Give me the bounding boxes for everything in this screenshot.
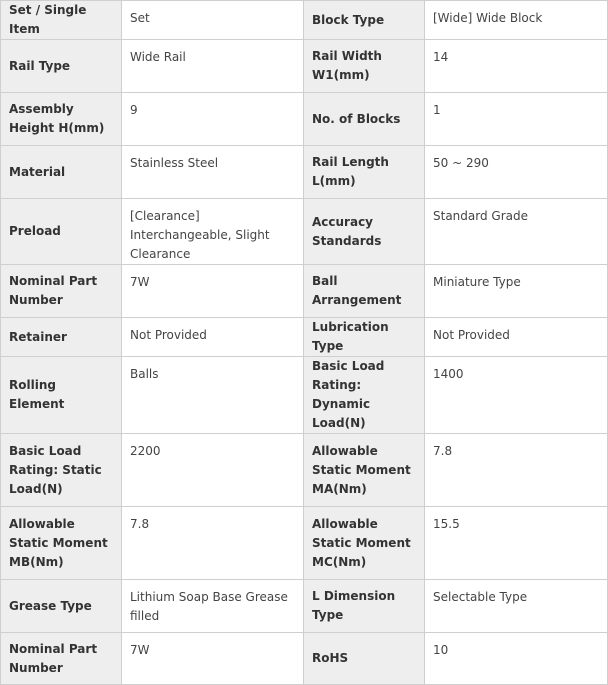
spec-value: 14 (425, 40, 608, 93)
table-row (1, 318, 608, 357)
spec-value: 7W (122, 265, 304, 318)
spec-value: 9 (122, 93, 304, 146)
spec-value: Wide Rail (122, 40, 304, 93)
spec-value: Standard Grade (425, 199, 608, 265)
spec-value: 2200 (122, 434, 304, 507)
spec-value: Not Provided (122, 318, 304, 357)
spec-value: 1 (425, 93, 608, 146)
table-row (1, 93, 608, 146)
spec-value: Selectable Type (425, 580, 608, 633)
spec-value: Not Provided (425, 318, 608, 357)
spec-label: Assembly Height H(mm) (1, 93, 122, 146)
spec-label: Ball Arrangement (304, 265, 425, 318)
table-row (1, 199, 608, 265)
table-row (1, 357, 608, 434)
spec-value: 7.8 (425, 434, 608, 507)
spec-value: 7W (122, 633, 304, 685)
spec-label: Preload (1, 199, 122, 265)
spec-value: Lithium Soap Base Grease filled (122, 580, 304, 633)
spec-label: Allowable Static Moment MA(Nm) (304, 434, 425, 507)
spec-label: Block Type (304, 1, 425, 40)
spec-label: Nominal Part Number (1, 633, 122, 685)
spec-value: [Wide] Wide Block (425, 1, 608, 40)
spec-label: Rail Type (1, 40, 122, 93)
spec-value: Miniature Type (425, 265, 608, 318)
spec-value: Stainless Steel (122, 146, 304, 199)
spec-value: 50 ~ 290 (425, 146, 608, 199)
spec-label: Allowable Static Moment MB(Nm) (1, 507, 122, 580)
table-row (1, 1, 608, 40)
spec-label: Basic Load Rating: Dynamic Load(N) (304, 357, 425, 434)
table-row (1, 434, 608, 507)
spec-label: Set / Single Item (1, 1, 122, 40)
spec-value: Balls (122, 357, 304, 434)
spec-label: Rolling Element (1, 357, 122, 434)
table-row (1, 507, 608, 580)
spec-label: Grease Type (1, 580, 122, 633)
spec-label: Retainer (1, 318, 122, 357)
spec-label: Rail Length L(mm) (304, 146, 425, 199)
table-row (1, 40, 608, 93)
spec-value: 10 (425, 633, 608, 685)
spec-label: L Dimension Type (304, 580, 425, 633)
spec-label: RoHS (304, 633, 425, 685)
spec-value: 7.8 (122, 507, 304, 580)
spec-label: Basic Load Rating: Static Load(N) (1, 434, 122, 507)
spec-label: No. of Blocks (304, 93, 425, 146)
spec-value: 15.5 (425, 507, 608, 580)
spec-value: [Clearance] Interchangeable, Slight Clearance (122, 199, 304, 265)
table-row (1, 580, 608, 633)
spec-value: 1400 (425, 357, 608, 434)
spec-label: Material (1, 146, 122, 199)
spec-label: Accuracy Standards (304, 199, 425, 265)
table-row (1, 146, 608, 199)
spec-label: Nominal Part Number (1, 265, 122, 318)
spec-value: Set (122, 1, 304, 40)
spec-label: Lubrication Type (304, 318, 425, 357)
spec-label: Rail Width W1(mm) (304, 40, 425, 93)
table-row (1, 265, 608, 318)
spec-label: Allowable Static Moment MC(Nm) (304, 507, 425, 580)
